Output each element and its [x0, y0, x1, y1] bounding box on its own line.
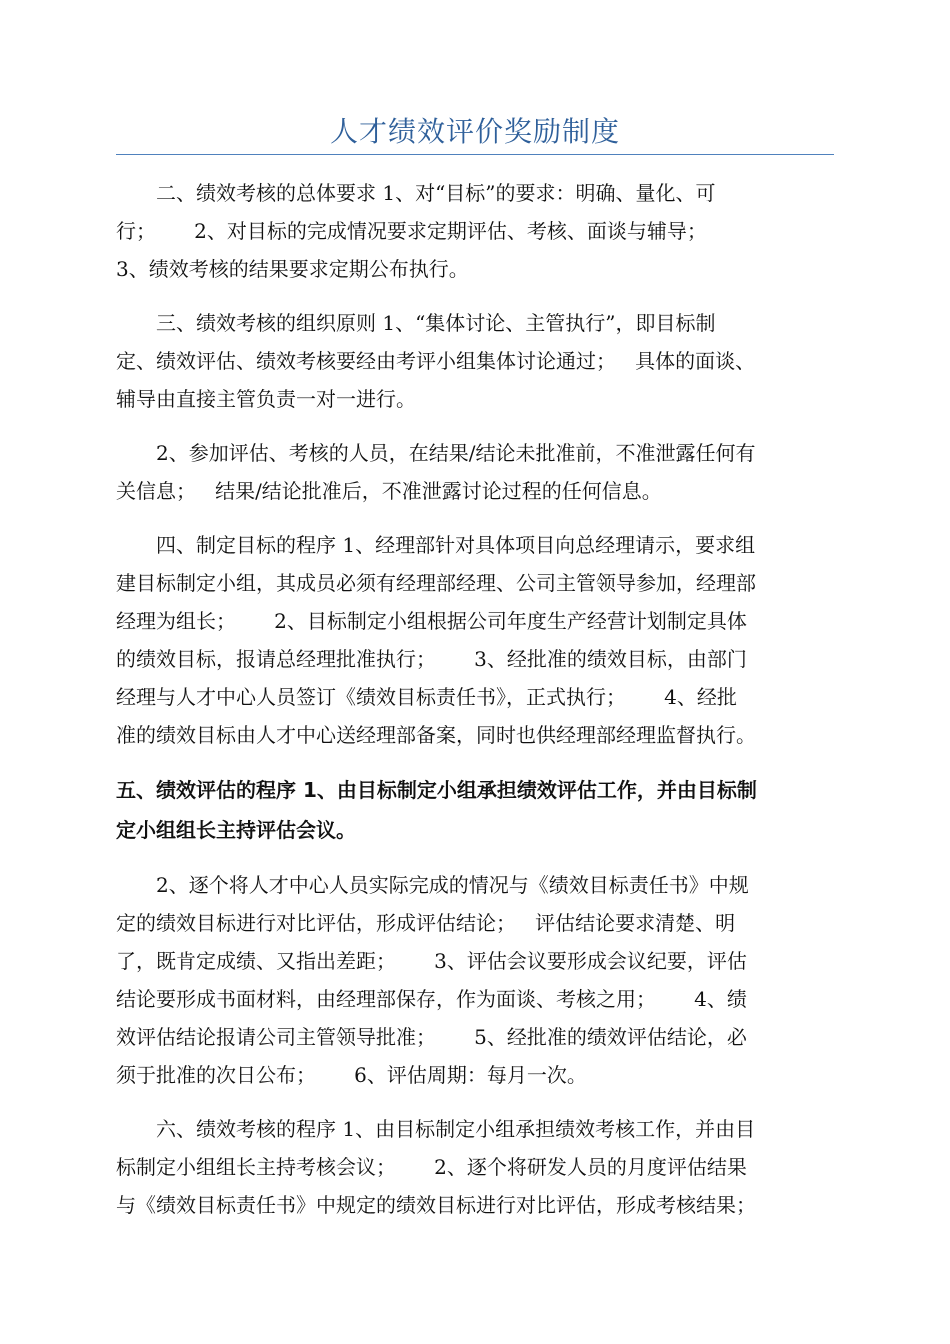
- paragraph-line: 行； 2、对目标的完成情况要求定期评估、考核、面谈与辅导；: [116, 219, 707, 243]
- section-s2-paragraph: [116, 174, 834, 288]
- document-body: [116, 174, 834, 1240]
- paragraph-line: 准的绩效目标由人才中心送经理部备案，同时也供经理部经理监督执行。: [116, 723, 756, 747]
- paragraph-line: 了，既肯定成绩、又指出差距； 3、评估会议要形成会议纪要，评估: [116, 949, 747, 973]
- title-underline: [116, 154, 834, 155]
- section-s5-paragraph: [116, 770, 834, 850]
- paragraph-line: 定、绩效评估、绩效考核要经由考评小组集体讨论通过； 具体的面谈、: [116, 349, 756, 373]
- paragraph-line: 经理为组长； 2、目标制定小组根据公司年度生产经营计划制定具体: [116, 609, 747, 633]
- paragraph-line: 的绩效目标，报请总经理批准执行； 3、经批准的绩效目标，由部门: [116, 647, 747, 671]
- paragraph-line: 三、绩效考核的组织原则 1、“集体讨论、主管执行”，即目标制: [156, 311, 716, 335]
- section-s5b-paragraph: [116, 866, 834, 1094]
- paragraph-line: 结论要形成书面材料，由经理部保存，作为面谈、考核之用； 4、绩: [116, 987, 747, 1011]
- paragraph-line: 2、参加评估、考核的人员，在结果/结论未批准前，不准泄露任何有: [156, 441, 756, 465]
- paragraph-line: 标制定小组组长主持考核会议； 2、逐个将研发人员的月度评估结果: [116, 1155, 747, 1179]
- paragraph-line: 关信息； 结果/结论批准后，不准泄露讨论过程的任何信息。: [116, 479, 662, 503]
- section-s4-paragraph: [116, 526, 834, 754]
- paragraph-line: 定的绩效目标进行对比评估，形成评估结论； 评估结论要求清楚、明: [116, 911, 736, 935]
- section-s3-paragraph: [116, 304, 834, 418]
- paragraph-line: 二、绩效考核的总体要求 1、对“目标”的要求：明确、量化、可: [156, 181, 716, 205]
- paragraph-line: 四、制定目标的程序 1、经理部针对具体项目向总经理请示，要求组: [156, 533, 756, 557]
- paragraph-line: 六、绩效考核的程序 1、由目标制定小组承担绩效考核工作，并由目: [156, 1117, 756, 1141]
- paragraph-line: 建目标制定小组，其成员必须有经理部经理、公司主管领导参加，经理部: [116, 571, 756, 595]
- paragraph-line: 定小组组长主持评估会议。: [116, 818, 356, 842]
- paragraph-line: 辅导由直接主管负责一对一进行。: [116, 387, 416, 411]
- paragraph-line: 3、绩效考核的结果要求定期公布执行。: [116, 257, 469, 281]
- paragraph-line: 经理与人才中心人员签订《绩效目标责任书》，正式执行； 4、经批: [116, 685, 737, 709]
- section-s6-paragraph: [116, 1110, 834, 1224]
- paragraph-line: 效评估结论报请公司主管领导批准； 5、经批准的绩效评估结论，必: [116, 1025, 747, 1049]
- section-s3b-paragraph: [116, 434, 834, 510]
- page-title: 人才绩效评价奖励制度: [329, 115, 620, 148]
- paragraph-line: 五、绩效评估的程序 1、由目标制定小组承担绩效评估工作，并由目标制: [116, 778, 757, 802]
- paragraph-line: 与《绩效目标责任书》中规定的绩效目标进行对比评估，形成考核结果；: [116, 1193, 756, 1217]
- paragraph-line: 须于批准的次日公布； 6、评估周期：每月一次。: [116, 1063, 587, 1087]
- paragraph-line: 2、逐个将人才中心人员实际完成的情况与《绩效目标责任书》中规: [156, 873, 749, 897]
